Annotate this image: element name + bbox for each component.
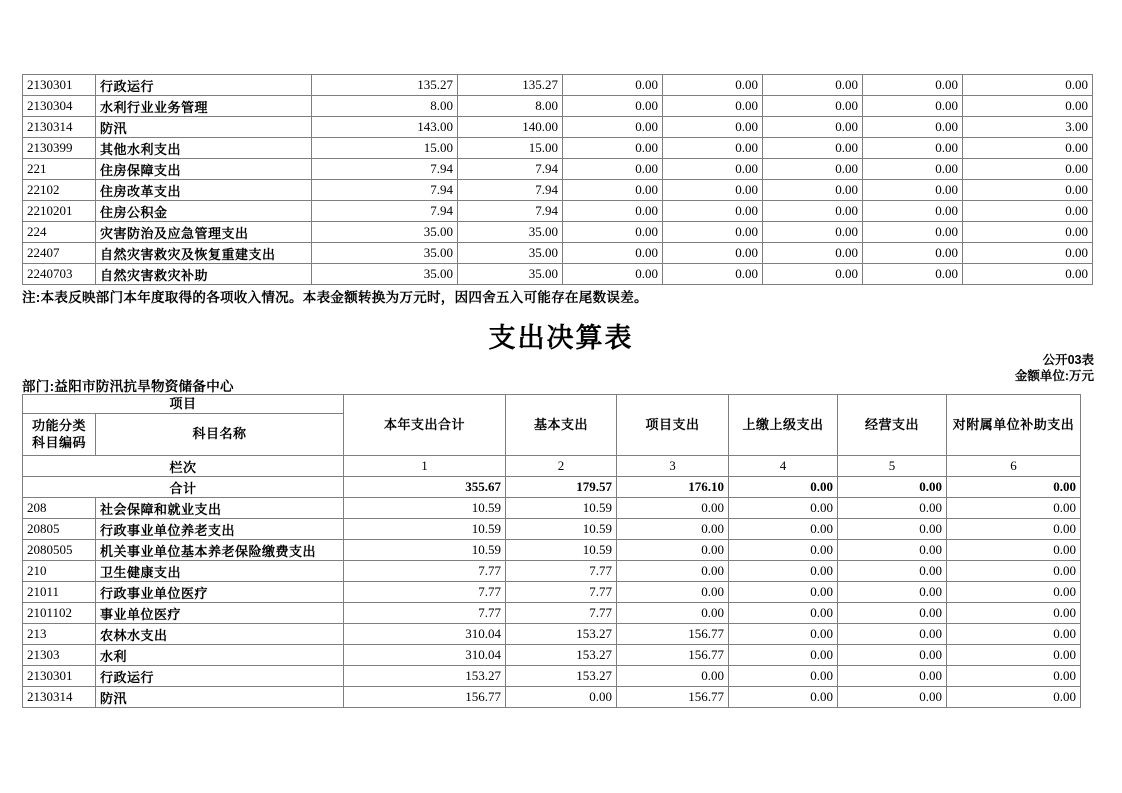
amount-cell: 0.00 [663,180,763,201]
amount-cell: 135.27 [458,75,563,96]
total-row [23,477,1081,498]
subject-code: 208 [23,498,96,519]
amount-cell: 0.00 [506,687,617,708]
amount-cell: 10.59 [506,540,617,561]
subject-code: 213 [23,624,96,645]
subject-name: 行政事业单位养老支出 [96,519,344,540]
amount-cell: 0.00 [563,96,663,117]
amount-cell: 0.00 [838,498,947,519]
amount-cell: 7.77 [344,582,506,603]
subject-name: 社会保障和就业支出 [96,498,344,519]
amount-cell: 0.00 [963,243,1093,264]
subject-code: 21011 [23,582,96,603]
subject-name: 住房改革支出 [96,180,312,201]
subject-code: 2130301 [23,75,96,96]
table-row [23,264,1093,285]
amount-cell: 10.59 [344,498,506,519]
amount-cell: 35.00 [458,264,563,285]
header-col-basic: 基本支出 [506,395,617,456]
amount-cell: 310.04 [344,645,506,666]
amount-cell: 0.00 [563,138,663,159]
amount-cell: 0.00 [729,687,838,708]
amount-cell: 7.94 [458,180,563,201]
amount-cell: 153.27 [344,666,506,687]
total-amount: 355.67 [344,477,506,498]
subject-name: 行政事业单位医疗 [96,582,344,603]
subject-code: 2210201 [23,201,96,222]
amount-cell: 156.77 [617,645,729,666]
amount-cell: 0.00 [947,645,1081,666]
amount-cell: 8.00 [312,96,458,117]
subject-name: 农林水支出 [96,624,344,645]
header-col-total: 本年支出合计 [344,395,506,456]
subject-name: 防汛 [96,687,344,708]
amount-cell: 0.00 [838,645,947,666]
subject-name: 卫生健康支出 [96,561,344,582]
amount-cell: 0.00 [947,666,1081,687]
amount-cell: 0.00 [563,75,663,96]
subject-name: 住房保障支出 [96,159,312,180]
table-meta [1015,352,1094,384]
amount-cell: 35.00 [458,243,563,264]
amount-cell: 10.59 [344,519,506,540]
column-index-label: 栏次 [23,456,344,477]
column-index-row [23,456,1081,477]
amount-cell: 0.00 [763,264,863,285]
subject-name: 水利 [96,645,344,666]
amount-cell: 0.00 [947,498,1081,519]
subject-code: 2130314 [23,117,96,138]
amount-cell: 0.00 [838,687,947,708]
amount-cell: 7.94 [312,180,458,201]
amount-cell: 0.00 [838,666,947,687]
amount-cell: 0.00 [838,540,947,561]
table-row [23,666,1081,687]
amount-cell: 7.94 [458,159,563,180]
amount-cell: 143.00 [312,117,458,138]
subject-code: 2101102 [23,603,96,624]
table-row [23,243,1093,264]
subject-code: 221 [23,159,96,180]
amount-cell: 35.00 [312,222,458,243]
amount-cell: 15.00 [312,138,458,159]
amount-cell: 0.00 [763,201,863,222]
subject-name: 事业单位医疗 [96,603,344,624]
subject-name: 行政运行 [96,75,312,96]
amount-cell: 0.00 [663,264,763,285]
subject-code: 21303 [23,645,96,666]
amount-cell: 0.00 [729,540,838,561]
amount-cell: 153.27 [506,624,617,645]
table-row [23,645,1081,666]
table-row [23,222,1093,243]
amount-cell: 310.04 [344,624,506,645]
subject-name: 自然灾害救灾及恢复重建支出 [96,243,312,264]
subject-name: 水利行业业务管理 [96,96,312,117]
amount-cell: 0.00 [617,561,729,582]
amount-cell: 0.00 [663,243,763,264]
column-index: 4 [729,456,838,477]
amount-cell: 7.94 [312,201,458,222]
amount-cell: 156.77 [617,624,729,645]
amount-cell: 0.00 [763,180,863,201]
amount-cell: 0.00 [663,117,763,138]
table-row [23,582,1081,603]
amount-cell: 7.77 [344,603,506,624]
amount-cell: 0.00 [563,201,663,222]
amount-cell: 0.00 [947,561,1081,582]
header-col-operating: 经营支出 [838,395,947,456]
amount-cell: 10.59 [506,498,617,519]
subject-code: 22407 [23,243,96,264]
amount-cell: 35.00 [312,264,458,285]
amount-cell: 0.00 [729,603,838,624]
amount-cell: 0.00 [729,498,838,519]
unit-label: 金额单位:万元 [1014,369,1094,383]
table-row [23,96,1093,117]
total-amount: 179.57 [506,477,617,498]
subject-code: 2130301 [23,666,96,687]
amount-cell: 0.00 [729,645,838,666]
amount-cell: 0.00 [563,159,663,180]
amount-cell: 0.00 [863,243,963,264]
amount-cell: 0.00 [763,96,863,117]
total-amount: 0.00 [729,477,838,498]
amount-cell: 0.00 [617,582,729,603]
amount-cell: 0.00 [963,222,1093,243]
amount-cell: 0.00 [763,243,863,264]
amount-cell: 0.00 [963,264,1093,285]
amount-cell: 0.00 [838,519,947,540]
amount-cell: 153.27 [506,666,617,687]
amount-cell: 0.00 [563,180,663,201]
total-label: 合计 [23,477,344,498]
amount-cell: 0.00 [763,222,863,243]
amount-cell: 7.77 [506,582,617,603]
column-index: 5 [838,456,947,477]
amount-cell: 0.00 [563,264,663,285]
amount-cell: 0.00 [617,666,729,687]
amount-cell: 0.00 [838,624,947,645]
table-note: 注:本表反映部门本年度取得的各项收入情况。本表金额转换为万元时，因四舍五入可能存在尾数误差。 [22,290,648,305]
table-row [23,75,1093,96]
amount-cell: 7.77 [506,603,617,624]
total-amount: 0.00 [838,477,947,498]
amount-cell: 35.00 [312,243,458,264]
amount-cell: 0.00 [763,138,863,159]
amount-cell: 0.00 [729,624,838,645]
table-row [23,138,1093,159]
amount-cell: 0.00 [947,603,1081,624]
header-col-subsidy: 对附属单位补助支出 [947,395,1081,456]
amount-cell: 7.94 [312,159,458,180]
amount-cell: 3.00 [963,117,1093,138]
subject-code: 224 [23,222,96,243]
amount-cell: 140.00 [458,117,563,138]
amount-cell: 0.00 [863,264,963,285]
amount-cell: 0.00 [663,138,763,159]
amount-cell: 156.77 [344,687,506,708]
table-row [23,687,1081,708]
subject-code: 2080505 [23,540,96,561]
amount-cell: 15.00 [458,138,563,159]
amount-cell: 0.00 [617,498,729,519]
table-row [23,159,1093,180]
amount-cell: 0.00 [617,540,729,561]
amount-cell: 0.00 [863,117,963,138]
amount-cell: 0.00 [663,222,763,243]
amount-cell: 0.00 [863,222,963,243]
amount-cell: 0.00 [563,222,663,243]
amount-cell: 0.00 [863,96,963,117]
amount-cell: 0.00 [947,624,1081,645]
amount-cell: 153.27 [506,645,617,666]
subject-code: 2130399 [23,138,96,159]
department-line: 部门:益阳市防汛抗旱物资储备中心 [22,379,234,394]
amount-cell: 7.94 [458,201,563,222]
amount-cell: 0.00 [947,540,1081,561]
amount-cell: 0.00 [863,75,963,96]
amount-cell: 0.00 [563,243,663,264]
amount-cell: 0.00 [838,582,947,603]
table-row [23,201,1093,222]
table-row [23,498,1081,519]
column-index: 3 [617,456,729,477]
subject-name: 行政运行 [96,666,344,687]
amount-cell: 0.00 [963,180,1093,201]
amount-cell: 7.77 [344,561,506,582]
amount-cell: 0.00 [729,519,838,540]
subject-name: 防汛 [96,117,312,138]
amount-cell: 8.00 [458,96,563,117]
amount-cell: 0.00 [729,561,838,582]
amount-cell: 0.00 [663,201,763,222]
column-index: 2 [506,456,617,477]
amount-cell: 0.00 [963,75,1093,96]
amount-cell: 7.77 [506,561,617,582]
amount-cell: 0.00 [863,138,963,159]
amount-cell: 0.00 [617,519,729,540]
column-index: 6 [947,456,1081,477]
amount-cell: 0.00 [863,180,963,201]
subject-name: 灾害防治及应急管理支出 [96,222,312,243]
amount-cell: 156.77 [617,687,729,708]
amount-cell: 0.00 [838,561,947,582]
total-amount: 176.10 [617,477,729,498]
header-col-upper: 上缴上级支出 [729,395,838,456]
amount-cell: 0.00 [663,96,763,117]
amount-cell: 0.00 [947,582,1081,603]
table-row [23,561,1081,582]
subject-name: 自然灾害救灾补助 [96,264,312,285]
amount-cell: 0.00 [963,159,1093,180]
amount-cell: 0.00 [838,603,947,624]
table-row [23,519,1081,540]
table-row [23,117,1093,138]
subject-name: 机关事业单位基本养老保险缴费支出 [96,540,344,561]
amount-cell: 0.00 [563,117,663,138]
amount-cell: 0.00 [729,582,838,603]
amount-cell: 0.00 [763,159,863,180]
subject-code: 2130314 [23,687,96,708]
expenditure-statement-table [22,394,1081,708]
table-row [23,603,1081,624]
table-row [23,624,1081,645]
amount-cell: 0.00 [863,201,963,222]
subject-code: 20805 [23,519,96,540]
amount-cell: 0.00 [663,75,763,96]
header-project: 项目 [23,395,344,414]
amount-cell: 0.00 [663,159,763,180]
column-index: 1 [344,456,506,477]
subject-name: 住房公积金 [96,201,312,222]
amount-cell: 0.00 [963,138,1093,159]
subject-code: 22102 [23,180,96,201]
subject-name: 其他水利支出 [96,138,312,159]
amount-cell: 0.00 [947,519,1081,540]
table-row [23,540,1081,561]
header-name-label: 科目名称 [96,414,344,456]
page-title: 支出决算表 [488,323,634,353]
amount-cell: 0.00 [729,666,838,687]
header-col-project-exp: 项目支出 [617,395,729,456]
amount-cell: 0.00 [963,201,1093,222]
amount-cell: 0.00 [763,117,863,138]
amount-cell: 10.59 [344,540,506,561]
table-row [23,180,1093,201]
amount-cell: 0.00 [863,159,963,180]
amount-cell: 0.00 [963,96,1093,117]
income-statement-table [22,74,1093,285]
amount-cell: 35.00 [458,222,563,243]
subject-code: 2130304 [23,96,96,117]
table-number: 公开03表 [1042,353,1094,367]
amount-cell: 0.00 [617,603,729,624]
header-code-label: 功能分类科目编码 [23,414,96,456]
total-amount: 0.00 [947,477,1081,498]
amount-cell: 135.27 [312,75,458,96]
header-row-project [23,395,1081,414]
subject-code: 210 [23,561,96,582]
amount-cell: 0.00 [947,687,1081,708]
amount-cell: 10.59 [506,519,617,540]
subject-code: 2240703 [23,264,96,285]
amount-cell: 0.00 [763,75,863,96]
